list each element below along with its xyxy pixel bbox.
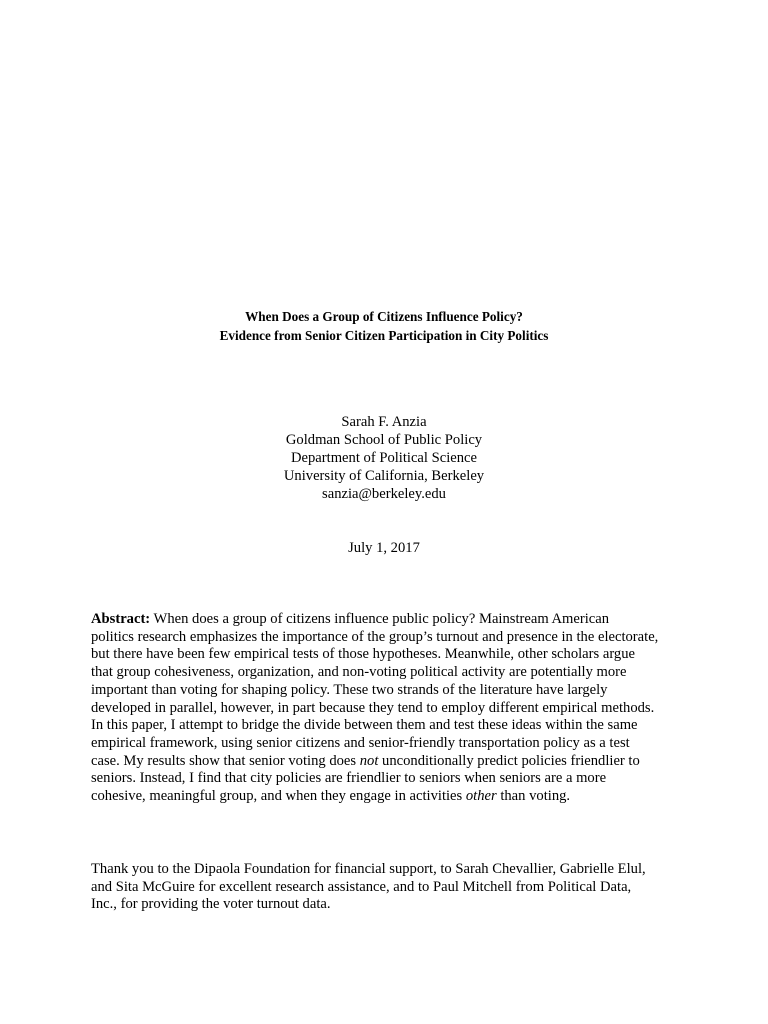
abstract-line: empirical framework, using senior citizens and senior-friendly transportation policy as a test <box>91 734 630 751</box>
acknowledgment-line: Inc., for providing the voter turnout data. <box>91 896 331 913</box>
acknowledgment-line: and Sita McGuire for excellent research assistance, and to Paul Mitchell from Political Data, <box>91 878 632 895</box>
abstract-line: politics research emphasizes the importance of the group’s turnout and presence in the electorate, <box>91 628 659 645</box>
acknowledgment <box>91 861 711 914</box>
author-affiliation-department: Department of Political Science <box>290 450 477 466</box>
author-affiliation-school: Goldman School of Public Policy <box>285 432 483 448</box>
abstract-text: than voting. <box>496 788 571 805</box>
abstract-line <box>91 753 691 771</box>
abstract-line <box>91 611 691 629</box>
title-line-2: Evidence from Senior Citizen Participation in City Politics <box>219 328 549 343</box>
author-affiliation-university: University of California, Berkeley <box>283 468 485 484</box>
abstract <box>91 611 691 806</box>
abstract-line <box>91 788 691 806</box>
abstract-emphasis: other <box>465 788 497 805</box>
paper-title <box>0 307 768 345</box>
abstract-line: important than voting for shaping policy. These two strands of the literature have largely <box>91 681 608 698</box>
abstract-text: cohesive, meaningful group, and when they engage in activities <box>91 788 466 805</box>
author-email: sanzia@berkeley.edu <box>322 486 446 502</box>
abstract-line: In this paper, I attempt to bridge the divide between them and test these ideas within the same <box>91 717 638 734</box>
abstract-text: When does a group of citizens influence public policy? Mainstream American <box>150 611 610 627</box>
abstract-label: Abstract: <box>91 611 151 627</box>
title-line-1: When Does a Group of Citizens Influence Policy? <box>245 309 523 324</box>
author-block <box>0 413 768 503</box>
abstract-text: case. My results show that senior voting does <box>91 752 360 769</box>
author-name: Sarah F. Anzia <box>341 414 427 430</box>
abstract-line: but there have been few empirical tests of those hypotheses. Meanwhile, other scholars argue <box>91 646 635 663</box>
paper-date: July 1, 2017 <box>348 540 420 556</box>
abstract-line: seniors. Instead, I find that city policies are friendlier to seniors when seniors are a more <box>91 770 607 787</box>
abstract-line: that group cohesiveness, organization, and non-voting political activity are potentially more <box>91 664 627 681</box>
abstract-line: developed in parallel, however, in part because they tend to employ different empirical methods. <box>91 699 655 716</box>
acknowledgment-line: Thank you to the Dipaola Foundation for financial support, to Sarah Chevallier, Gabrielle Elul, <box>91 861 646 877</box>
abstract-text: unconditionally predict policies friendlier to <box>378 752 640 769</box>
abstract-emphasis: not <box>359 752 379 769</box>
